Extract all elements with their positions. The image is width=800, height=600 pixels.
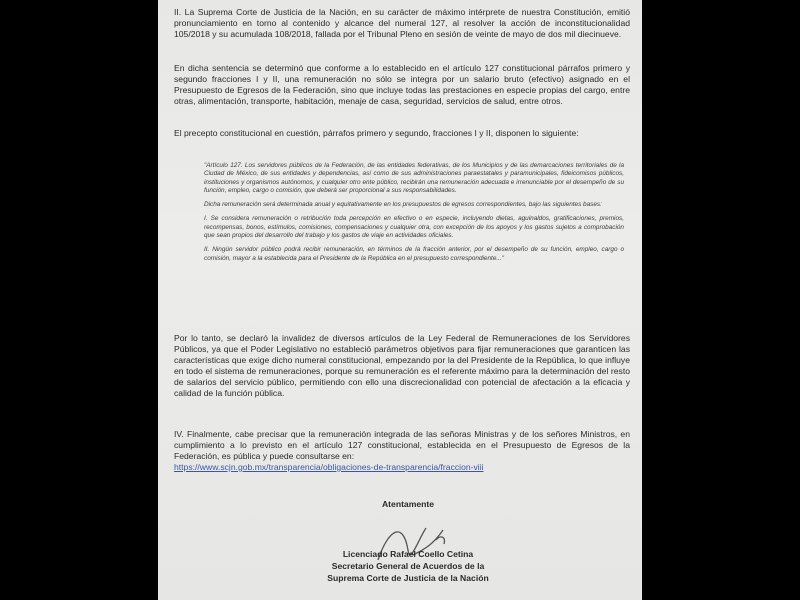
quote-paragraph: "Artículo 127. Los servidores públicos de la Federación, de las entidades federativas, de los Municipios y de las demarcaciones territoriales de la Ciudad de México, de sus entidades y dependencias, así como de sus administraciones paraestatales y paramunicipales, fideicomisos públicos, instituciones y organismos autónomos, y cualquier otro ente público, recibirán una remuneración adecuada e irrenunciable por el desempeño de su función, empleo, cargo o comisión, que deberá ser proporcional a sus responsabilidades. [204, 162, 624, 194]
paragraph-precepto: El precepto constitucional en cuestión, párrafos primero y segundo, fracciones I y II, disponen lo siguiente: [174, 128, 579, 138]
paragraph-iv [174, 429, 630, 473]
signature-block [308, 498, 508, 584]
quote-paragraph: Dicha remuneración será determinada anual y equitativamente en los presupuestos de egresos correspondientes, bajo las siguientes bases: [204, 201, 602, 209]
document-page [158, 0, 642, 600]
article-127-quote [204, 162, 624, 269]
transparency-link[interactable]: https://www.scjn.gob.mx/transparencia/obligaciones-de-transparencia/fraccion-viii [174, 462, 484, 472]
paragraph-ii: II. La Suprema Corte de Justicia de la Nación, en su carácter de máximo intérprete de nuestra Constitución, emitió pronunciamiento en torno al contenido y alcance del numeral 127, al resolver la acción de inconstitucionalidad 105/2018 y su acumulada 108/2018, fallada por el Tribunal Pleno en sesión de veinte de mayo de dos mil diecinueve. [174, 7, 630, 39]
signer-organization: Suprema Corte de Justicia de la Nación [327, 573, 489, 583]
signer-title: Secretario General de Acuerdos de la [331, 561, 485, 571]
signer-name: Licenciado Rafael Coello Cetina [342, 549, 474, 559]
paragraph-sentencia: En dicha sentencia se determinó que conforme a lo establecido en el artículo 127 constitucional párrafos primero y segundo fracciones I y II, una remuneración no sólo se integra por un salario bruto (efectivo) asignado en el Presupuesto de Egresos de la Federación, sino que incluye todas las prestaciones en especie propias del cargo, entre otras, alimentación, transporte, habitación, menaje de casa, seguridad, servicios de salud, entre otros. [174, 63, 630, 106]
quote-paragraph: I. Se considera remuneración o retribución toda percepción en efectivo o en especie, incluyendo dietas, aguinaldos, gratificaciones, premios, recompensas, bonos, estímulos, comisiones, compensaciones y cualquier otra, con excepción de los apoyos y los gastos sujetos a comprobación que sean propios del desarrollo del trabajo y los gastos de viaje en actividades oficiales. [204, 215, 624, 240]
paragraph-iv-text: IV. Finalmente, cabe precisar que la remuneración integrada de las señoras Ministras y de los señores Ministros, en cumplimiento a lo previsto en el artículo 127 constitucional, establecida en el Presupuesto de Egresos de la Federación, es pública y puede consultarse en: [174, 429, 630, 461]
closing-text: Atentamente [381, 499, 435, 509]
quote-paragraph: II. Ningún servidor público podrá recibir remuneración, en términos de la fracción anterior, por el desempeño de su función, empleo, cargo o comisión, mayor a la establecida para el Presidente de la República en el presupuesto correspondiente..." [204, 246, 624, 262]
paragraph-invalidez: Por lo tanto, se declaró la invalidez de diversos artículos de la Ley Federal de Remuneraciones de los Servidores Públicos, ya que el Poder Legislativo no estableció parámetros objetivos para fijar remuneraciones que garanticen las características que exige dicho numeral constitucional, empezando por la del Presidente de la República, lo que influye en todo el sistema de remuneraciones, porque su remuneración es el referente máximo para la determinación del resto de salarios del servicio público, permitiendo con ello una discrecionalidad con potencial de afectación a la eficacia y calidad de la función pública. [174, 333, 630, 398]
